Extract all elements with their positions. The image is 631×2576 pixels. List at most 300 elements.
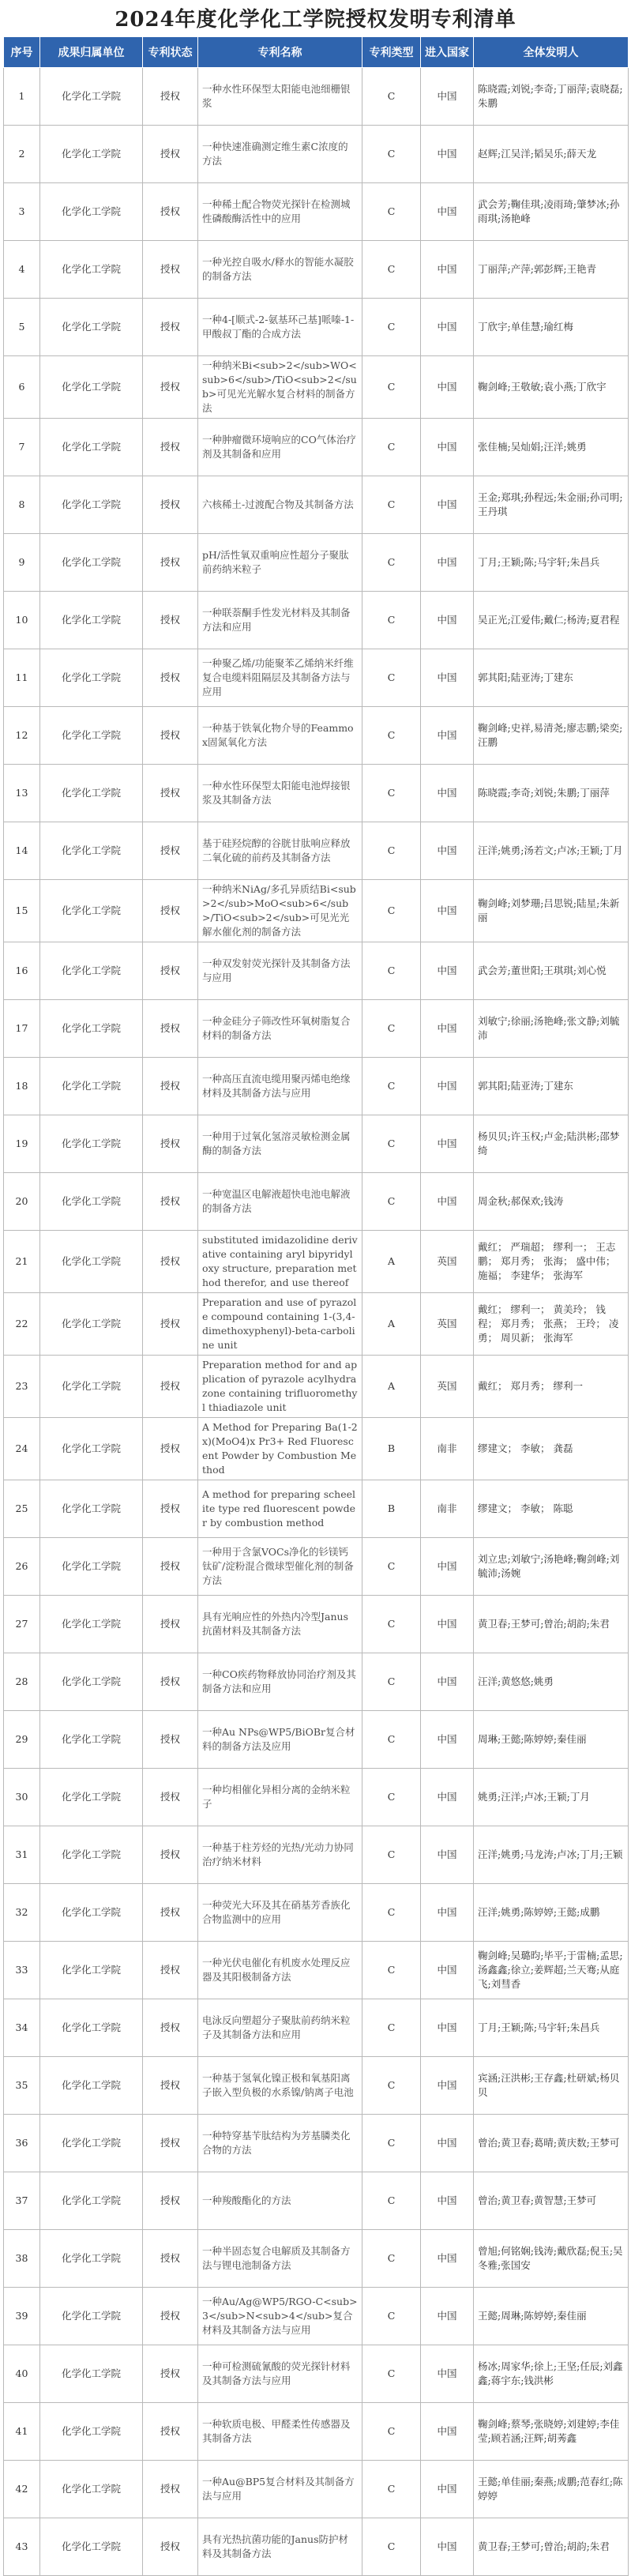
cell-no: 38	[4, 2230, 40, 2288]
cell-country: 中国	[421, 2057, 474, 2115]
table-row	[4, 476, 629, 534]
cell-inventors: 张佳楠;吴灿娟;汪洋;姚勇	[474, 419, 629, 476]
cell-country: 中国	[421, 2461, 474, 2518]
cell-patent-name: Preparation and use of pyrazole compound containing 1-(3,4-dimethoxyphenyl)-beta-carboline unit	[198, 1293, 362, 1356]
cell-unit: 化学化工学院	[40, 2230, 143, 2288]
table-row	[4, 2230, 629, 2288]
cell-type: A	[362, 1231, 421, 1293]
cell-country: 中国	[421, 822, 474, 880]
cell-country: 中国	[421, 2115, 474, 2172]
cell-type: C	[362, 2403, 421, 2461]
cell-unit: 化学化工学院	[40, 2172, 143, 2230]
cell-country: 中国	[421, 942, 474, 1000]
cell-inventors: 周琳;王懿;陈婷婷;秦佳丽	[474, 1711, 629, 1769]
cell-inventors: 汪洋;姚勇;马龙涛;卢冰;丁月;王颖	[474, 1826, 629, 1884]
cell-country: 中国	[421, 126, 474, 183]
cell-patent-name: 一种基于柱芳烃的光热/光动力协同治疗纳米材料	[198, 1826, 362, 1884]
table-row	[4, 1058, 629, 1115]
cell-country: 中国	[421, 1538, 474, 1596]
table-row	[4, 1115, 629, 1173]
table-row	[4, 649, 629, 707]
cell-country: 中国	[421, 592, 474, 649]
cell-type: A	[362, 1356, 421, 1418]
header-unit: 成果归属单位	[40, 37, 143, 68]
cell-patent-name: 一种纳米NiAg/多孔异质结Bi<sub>2</sub>MoO<sub>6</sub>/TiO<sub>2</sub>可见光光解水催化剂的制备方法	[198, 880, 362, 942]
cell-status: 授权	[143, 1596, 198, 1653]
cell-status: 授权	[143, 241, 198, 299]
cell-status: 授权	[143, 1884, 198, 1942]
cell-patent-name: 一种快速准确测定维生素C浓度的方法	[198, 126, 362, 183]
cell-country: 中国	[421, 1000, 474, 1058]
cell-type: C	[362, 2172, 421, 2230]
cell-inventors: 黄卫春;王梦可;曾治;胡韵;朱君	[474, 2518, 629, 2576]
cell-country: 英国	[421, 1293, 474, 1356]
cell-unit: 化学化工学院	[40, 1173, 143, 1231]
table-row	[4, 1942, 629, 1999]
cell-inventors: 戴红； 缪利一； 黄美玲； 钱程； 郑月秀； 张燕； 王玲； 凌勇； 周贝新； 张海军	[474, 1293, 629, 1356]
cell-country: 中国	[421, 765, 474, 822]
cell-inventors: 赵辉;江吴洋;韬吴乐;薛天龙	[474, 126, 629, 183]
cell-type: C	[362, 183, 421, 241]
cell-inventors: 刘敏宁;徐丽;汤艳峰;张文静;刘毓沛	[474, 1000, 629, 1058]
cell-type: C	[362, 534, 421, 592]
table-row	[4, 1418, 629, 1480]
cell-unit: 化学化工学院	[40, 1826, 143, 1884]
cell-country: 中国	[421, 68, 474, 126]
header-inventors: 全体发明人	[474, 37, 629, 68]
table-row	[4, 942, 629, 1000]
cell-patent-name: 基于硅羟烷醇的谷胱甘肽响应释放二氧化硫的前药及其制备方法	[198, 822, 362, 880]
cell-country: 中国	[421, 299, 474, 356]
cell-type: C	[362, 1999, 421, 2057]
cell-type: B	[362, 1480, 421, 1538]
cell-inventors: 丁月;王颖;陈;马宇轩;朱昌兵	[474, 534, 629, 592]
cell-country: 中国	[421, 880, 474, 942]
cell-no: 31	[4, 1826, 40, 1884]
cell-country: 南非	[421, 1480, 474, 1538]
cell-country: 中国	[421, 1596, 474, 1653]
cell-country: 中国	[421, 183, 474, 241]
cell-status: 授权	[143, 1293, 198, 1356]
cell-country: 中国	[421, 1999, 474, 2057]
cell-type: C	[362, 2288, 421, 2345]
cell-inventors: 武会芳;董世阳;王琪琪;刘心悦	[474, 942, 629, 1000]
cell-unit: 化学化工学院	[40, 1999, 143, 2057]
cell-status: 授权	[143, 2345, 198, 2403]
cell-status: 授权	[143, 2518, 198, 2576]
cell-no: 14	[4, 822, 40, 880]
cell-no: 10	[4, 592, 40, 649]
table-row	[4, 2461, 629, 2518]
cell-type: C	[362, 476, 421, 534]
cell-status: 授权	[143, 1231, 198, 1293]
cell-inventors: 曾治;黄卫春;葛晴;黄庆数;王梦可	[474, 2115, 629, 2172]
cell-unit: 化学化工学院	[40, 1115, 143, 1173]
cell-country: 中国	[421, 1058, 474, 1115]
cell-unit: 化学化工学院	[40, 765, 143, 822]
cell-unit: 化学化工学院	[40, 592, 143, 649]
cell-no: 8	[4, 476, 40, 534]
cell-unit: 化学化工学院	[40, 1653, 143, 1711]
cell-status: 授权	[143, 2057, 198, 2115]
cell-unit: 化学化工学院	[40, 356, 143, 419]
cell-unit: 化学化工学院	[40, 2461, 143, 2518]
table-row	[4, 2172, 629, 2230]
cell-unit: 化学化工学院	[40, 241, 143, 299]
cell-status: 授权	[143, 1711, 198, 1769]
cell-no: 37	[4, 2172, 40, 2230]
cell-no: 35	[4, 2057, 40, 2115]
cell-type: C	[362, 2461, 421, 2518]
cell-patent-name: 一种可检测硫氰酸的荧光探针材料及其制备方法与应用	[198, 2345, 362, 2403]
cell-unit: 化学化工学院	[40, 1058, 143, 1115]
document-title: 2024年度化学化工学院授权发明专利清单	[115, 8, 516, 32]
cell-no: 25	[4, 1480, 40, 1538]
cell-patent-name: 一种水性环保型太阳能电池细栅银浆	[198, 68, 362, 126]
cell-unit: 化学化工学院	[40, 1538, 143, 1596]
cell-country: 中国	[421, 2345, 474, 2403]
cell-status: 授权	[143, 126, 198, 183]
table-row	[4, 1596, 629, 1653]
cell-patent-name: 一种羧酸酯化的方法	[198, 2172, 362, 2230]
cell-type: C	[362, 2115, 421, 2172]
table-row	[4, 2345, 629, 2403]
header-name: 专利名称	[198, 37, 362, 68]
cell-patent-name: 一种水性环保型太阳能电池焊接银浆及其制备方法	[198, 765, 362, 822]
cell-inventors: 杨冰;周家华;徐上;王坚;任辰;刘鑫鑫;蒋宇东;钱洪彬	[474, 2345, 629, 2403]
cell-no: 16	[4, 942, 40, 1000]
cell-status: 授权	[143, 1480, 198, 1538]
cell-inventors: 王金;郑琪;孙程远;朱金丽;孙司明;王丹琪	[474, 476, 629, 534]
cell-status: 授权	[143, 1826, 198, 1884]
table-row	[4, 1173, 629, 1231]
cell-unit: 化学化工学院	[40, 183, 143, 241]
cell-no: 40	[4, 2345, 40, 2403]
cell-patent-name: pH/活性氧双重响应性超分子聚肽前药纳米粒子	[198, 534, 362, 592]
cell-status: 授权	[143, 765, 198, 822]
cell-no: 28	[4, 1653, 40, 1711]
cell-country: 中国	[421, 707, 474, 765]
cell-patent-name: 一种用于过氧化氢溶灵敏检测金属酶的制备方法	[198, 1115, 362, 1173]
cell-no: 3	[4, 183, 40, 241]
cell-patent-name: 一种联萘酮手性发光材料及其制备方法和应用	[198, 592, 362, 649]
cell-unit: 化学化工学院	[40, 1418, 143, 1480]
cell-no: 19	[4, 1115, 40, 1173]
cell-inventors: 郭其阳;陆亚涛;丁建东	[474, 1058, 629, 1115]
cell-no: 2	[4, 126, 40, 183]
cell-type: C	[362, 1653, 421, 1711]
cell-status: 授权	[143, 1173, 198, 1231]
table-row	[4, 2288, 629, 2345]
cell-type: C	[362, 1538, 421, 1596]
cell-country: 中国	[421, 1653, 474, 1711]
cell-patent-name: 一种高压直流电缆用聚丙烯电绝缘材料及其制备方法与应用	[198, 1058, 362, 1115]
table-row	[4, 1231, 629, 1293]
cell-inventors: 王懿;周琳;陈婷婷;秦佳丽	[474, 2288, 629, 2345]
cell-unit: 化学化工学院	[40, 1942, 143, 1999]
cell-status: 授权	[143, 1356, 198, 1418]
cell-status: 授权	[143, 822, 198, 880]
cell-patent-name: 一种荧光大环及其在硝基芳香族化合物监测中的应用	[198, 1884, 362, 1942]
cell-no: 6	[4, 356, 40, 419]
cell-type: C	[362, 2518, 421, 2576]
cell-type: B	[362, 1418, 421, 1480]
cell-patent-name: 一种CO疾药物释放协同治疗剂及其制备方法和应用	[198, 1653, 362, 1711]
cell-patent-name: 一种宽温区电解液超快电池电解液的制备方法	[198, 1173, 362, 1231]
cell-no: 30	[4, 1769, 40, 1826]
table-row	[4, 1480, 629, 1538]
cell-no: 32	[4, 1884, 40, 1942]
table-header-row	[4, 37, 629, 68]
table-row	[4, 1711, 629, 1769]
table-row	[4, 592, 629, 649]
cell-inventors: 缪建文； 李敏； 陈聪	[474, 1480, 629, 1538]
cell-country: 英国	[421, 1231, 474, 1293]
cell-patent-name: 一种Au/Ag@WP5/RGO-C<sub>3</sub>N<sub>4</sub>复合材料及其制备方法与应用	[198, 2288, 362, 2345]
cell-patent-name: Preparation method for and application of pyrazole acylhydrazone containing trifluoromethyl thiadiazole unit	[198, 1356, 362, 1418]
cell-unit: 化学化工学院	[40, 534, 143, 592]
cell-unit: 化学化工学院	[40, 2057, 143, 2115]
table-row	[4, 1356, 629, 1418]
cell-country: 中国	[421, 1711, 474, 1769]
cell-patent-name: 一种软质电极、甲醛柔性传感器及其制备方法	[198, 2403, 362, 2461]
cell-status: 授权	[143, 356, 198, 419]
cell-unit: 化学化工学院	[40, 942, 143, 1000]
cell-country: 中国	[421, 356, 474, 419]
cell-type: C	[362, 707, 421, 765]
cell-status: 授权	[143, 2230, 198, 2288]
cell-country: 中国	[421, 2230, 474, 2288]
cell-country: 南非	[421, 1418, 474, 1480]
cell-status: 授权	[143, 649, 198, 707]
cell-inventors: 丁月;王颖;陈;马宇轩;朱昌兵	[474, 1999, 629, 2057]
cell-patent-name: 一种4-[顺式-2-氨基环己基]哌嗪-1-甲酸叔丁酯的合成方法	[198, 299, 362, 356]
table-row	[4, 68, 629, 126]
cell-status: 授权	[143, 1538, 198, 1596]
cell-no: 20	[4, 1173, 40, 1231]
header-no: 序号	[4, 37, 40, 68]
cell-type: C	[362, 419, 421, 476]
cell-unit: 化学化工学院	[40, 1596, 143, 1653]
cell-unit: 化学化工学院	[40, 419, 143, 476]
cell-type: C	[362, 356, 421, 419]
table-row	[4, 126, 629, 183]
cell-no: 24	[4, 1418, 40, 1480]
cell-type: C	[362, 765, 421, 822]
cell-unit: 化学化工学院	[40, 476, 143, 534]
cell-no: 17	[4, 1000, 40, 1058]
cell-patent-name: 一种肿瘤微环境响应的CO气体治疗剂及其制备和应用	[198, 419, 362, 476]
cell-patent-name: 一种半固态复合电解质及其制备方法与锂电池制备方法	[198, 2230, 362, 2288]
cell-type: C	[362, 299, 421, 356]
cell-status: 授权	[143, 476, 198, 534]
cell-unit: 化学化工学院	[40, 1293, 143, 1356]
cell-unit: 化学化工学院	[40, 299, 143, 356]
cell-no: 5	[4, 299, 40, 356]
cell-inventors: 陈晓霞;李奇;刘锐;朱鹏;丁丽萍	[474, 765, 629, 822]
cell-inventors: 鞠剑峰;史祥,易清尧;廖志鹏;梁奕;汪鹏	[474, 707, 629, 765]
cell-patent-name: 一种Au@BP5复合材料及其制备方法与应用	[198, 2461, 362, 2518]
cell-status: 授权	[143, 2461, 198, 2518]
cell-type: C	[362, 880, 421, 942]
table-row	[4, 1884, 629, 1942]
cell-status: 授权	[143, 2403, 198, 2461]
cell-inventors: 缪建文； 李敏； 龚磊	[474, 1418, 629, 1480]
cell-inventors: 汪洋;姚勇;汤若文;卢冰;王颖;丁月	[474, 822, 629, 880]
cell-patent-name: 具有光响应性的外热内冷型Janus抗菌材料及其制备方法	[198, 1596, 362, 1653]
table-row	[4, 2115, 629, 2172]
cell-no: 11	[4, 649, 40, 707]
cell-type: C	[362, 1769, 421, 1826]
cell-unit: 化学化工学院	[40, 822, 143, 880]
table-row	[4, 1999, 629, 2057]
table-row	[4, 2518, 629, 2576]
cell-type: C	[362, 2057, 421, 2115]
cell-type: C	[362, 68, 421, 126]
cell-no: 26	[4, 1538, 40, 1596]
cell-country: 中国	[421, 1115, 474, 1173]
cell-patent-name: 一种金硅分子筛改性环氧树脂复合材料的制备方法	[198, 1000, 362, 1058]
cell-country: 英国	[421, 1356, 474, 1418]
cell-status: 授权	[143, 1942, 198, 1999]
cell-country: 中国	[421, 1173, 474, 1231]
cell-patent-name: 具有光热抗菌功能的Janus防护材料及其制备方法	[198, 2518, 362, 2576]
cell-type: C	[362, 1115, 421, 1173]
table-row	[4, 1826, 629, 1884]
cell-patent-name: 一种光控自吸水/释水的智能水凝胶的制备方法	[198, 241, 362, 299]
cell-patent-name: substituted imidazolidine derivative containing aryl bipyridyloxy structure, preparation method therefor, and use thereof	[198, 1231, 362, 1293]
cell-no: 42	[4, 2461, 40, 2518]
cell-country: 中国	[421, 419, 474, 476]
table-body	[4, 68, 629, 2576]
cell-patent-name: 一种纳米Bi<sub>2</sub>WO<sub>6</sub>/TiO<sub>2</sub>可见光光解水复合材料的制备方法	[198, 356, 362, 419]
table-row	[4, 1769, 629, 1826]
table-row	[4, 1653, 629, 1711]
cell-no: 18	[4, 1058, 40, 1115]
table-row	[4, 241, 629, 299]
cell-no: 4	[4, 241, 40, 299]
cell-type: C	[362, 1826, 421, 1884]
cell-unit: 化学化工学院	[40, 1769, 143, 1826]
cell-status: 授权	[143, 1418, 198, 1480]
cell-no: 39	[4, 2288, 40, 2345]
cell-inventors: 丁欣宇;单佳慧;瑜红梅	[474, 299, 629, 356]
cell-status: 授权	[143, 1769, 198, 1826]
cell-status: 授权	[143, 2288, 198, 2345]
cell-no: 41	[4, 2403, 40, 2461]
table-row	[4, 356, 629, 419]
table-row	[4, 183, 629, 241]
cell-inventors: 王懿;单佳丽;秦燕;成鹏;范春红;陈婷婷	[474, 2461, 629, 2518]
patent-table	[3, 36, 629, 2576]
cell-type: C	[362, 1000, 421, 1058]
cell-inventors: 宾涵;汪洪彬;王存鑫;杜研斌;杨贝贝	[474, 2057, 629, 2115]
cell-patent-name: 一种稀土配合物荧光探针在检测城性磷酸酶活性中的应用	[198, 183, 362, 241]
cell-unit: 化学化工学院	[40, 649, 143, 707]
cell-unit: 化学化工学院	[40, 1711, 143, 1769]
cell-inventors: 刘立忠;刘敏宁;汤艳峰;鞠剑峰;刘毓沛;汤婉	[474, 1538, 629, 1596]
cell-type: C	[362, 649, 421, 707]
cell-inventors: 黄卫春;王梦可;曾治;胡韵;朱君	[474, 1596, 629, 1653]
cell-country: 中国	[421, 1942, 474, 1999]
cell-patent-name: 电泳反向塑超分子聚肽前药纳米粒子及其制备方法和应用	[198, 1999, 362, 2057]
header-type: 专利类型	[362, 37, 421, 68]
cell-country: 中国	[421, 2518, 474, 2576]
table-row	[4, 2057, 629, 2115]
cell-type: C	[362, 822, 421, 880]
table-row	[4, 765, 629, 822]
cell-inventors: 戴红； 郑月秀； 缪利一	[474, 1356, 629, 1418]
cell-unit: 化学化工学院	[40, 2288, 143, 2345]
cell-status: 授权	[143, 880, 198, 942]
cell-type: C	[362, 1884, 421, 1942]
cell-status: 授权	[143, 419, 198, 476]
cell-inventors: 武会芳;鞠佳琪;凌雨琦;肇梦冰;孙雨琪;汤艳峰	[474, 183, 629, 241]
cell-inventors: 曾治;黄卫春;黄智慧;王梦可	[474, 2172, 629, 2230]
cell-country: 中国	[421, 649, 474, 707]
table-row	[4, 822, 629, 880]
cell-no: 27	[4, 1596, 40, 1653]
cell-unit: 化学化工学院	[40, 2518, 143, 2576]
cell-inventors: 汪洋;姚勇;陈婷婷;王懿;成鹏	[474, 1884, 629, 1942]
cell-patent-name: 一种Au NPs@WP5/BiOBr复合材料的制备方法及应用	[198, 1711, 362, 1769]
table-row	[4, 299, 629, 356]
cell-inventors: 郭其阳;陆亚涛;丁建东	[474, 649, 629, 707]
cell-inventors: 鞠剑峰;吴璐昀;毕平;于雷楠;孟思;汤鑫鑫;徐立;姜辉超;兰天骞;从庭飞;刘彗香	[474, 1942, 629, 1999]
cell-unit: 化学化工学院	[40, 2115, 143, 2172]
cell-status: 授权	[143, 1058, 198, 1115]
cell-inventors: 汪洋;黄悠悠;姚勇	[474, 1653, 629, 1711]
cell-country: 中国	[421, 476, 474, 534]
cell-patent-name: 一种特穿基苄肽结构为芳基膦类化合物的方法	[198, 2115, 362, 2172]
cell-patent-name: 六核稀土-过渡配合物及其制备方法	[198, 476, 362, 534]
cell-inventors: 鞠剑峰;刘梦珊;吕思锐;陆星;朱新丽	[474, 880, 629, 942]
cell-inventors: 曾旭;何铭娴;钱涛;戴欣磊;倪玉;吴冬雅;张国安	[474, 2230, 629, 2288]
cell-status: 授权	[143, 534, 198, 592]
header-country: 进入国家	[421, 37, 474, 68]
table-row	[4, 707, 629, 765]
header-status: 专利状态	[143, 37, 198, 68]
cell-type: C	[362, 1942, 421, 1999]
table-row	[4, 534, 629, 592]
cell-type: C	[362, 241, 421, 299]
cell-no: 7	[4, 419, 40, 476]
cell-unit: 化学化工学院	[40, 68, 143, 126]
cell-inventors: 鞠剑峰;蔡琴;张晓婷;刘建婷;李佳莹;顾若涵;汪辉;胡莠鑫	[474, 2403, 629, 2461]
cell-unit: 化学化工学院	[40, 2345, 143, 2403]
cell-patent-name: A Method for Preparing Ba(1-2x)(MoO4)x Pr3+ Red Fluorescent Powder by Combustion Method	[198, 1418, 362, 1480]
cell-inventors: 陈晓霞;刘锐;李奇;丁丽萍;袁晓磊;朱鹏	[474, 68, 629, 126]
cell-type: C	[362, 126, 421, 183]
cell-country: 中国	[421, 2288, 474, 2345]
cell-type: C	[362, 1173, 421, 1231]
cell-unit: 化学化工学院	[40, 1884, 143, 1942]
cell-status: 授权	[143, 183, 198, 241]
table-row	[4, 1293, 629, 1356]
cell-no: 22	[4, 1293, 40, 1356]
cell-status: 授权	[143, 1653, 198, 1711]
cell-country: 中国	[421, 1826, 474, 1884]
cell-no: 9	[4, 534, 40, 592]
cell-patent-name: 一种用于含氯VOCs净化的钐镁钙钛矿/淀粉混合微球型催化剂的制备方法	[198, 1538, 362, 1596]
cell-country: 中国	[421, 1769, 474, 1826]
cell-inventors: 戴红； 严瑞超； 缪利一； 王志鹏； 郑月秀； 张海； 盛中伟； 施福； 李建华； 张海军	[474, 1231, 629, 1293]
table-row	[4, 1000, 629, 1058]
cell-no: 43	[4, 2518, 40, 2576]
cell-type: C	[362, 592, 421, 649]
cell-unit: 化学化工学院	[40, 707, 143, 765]
cell-country: 中国	[421, 241, 474, 299]
